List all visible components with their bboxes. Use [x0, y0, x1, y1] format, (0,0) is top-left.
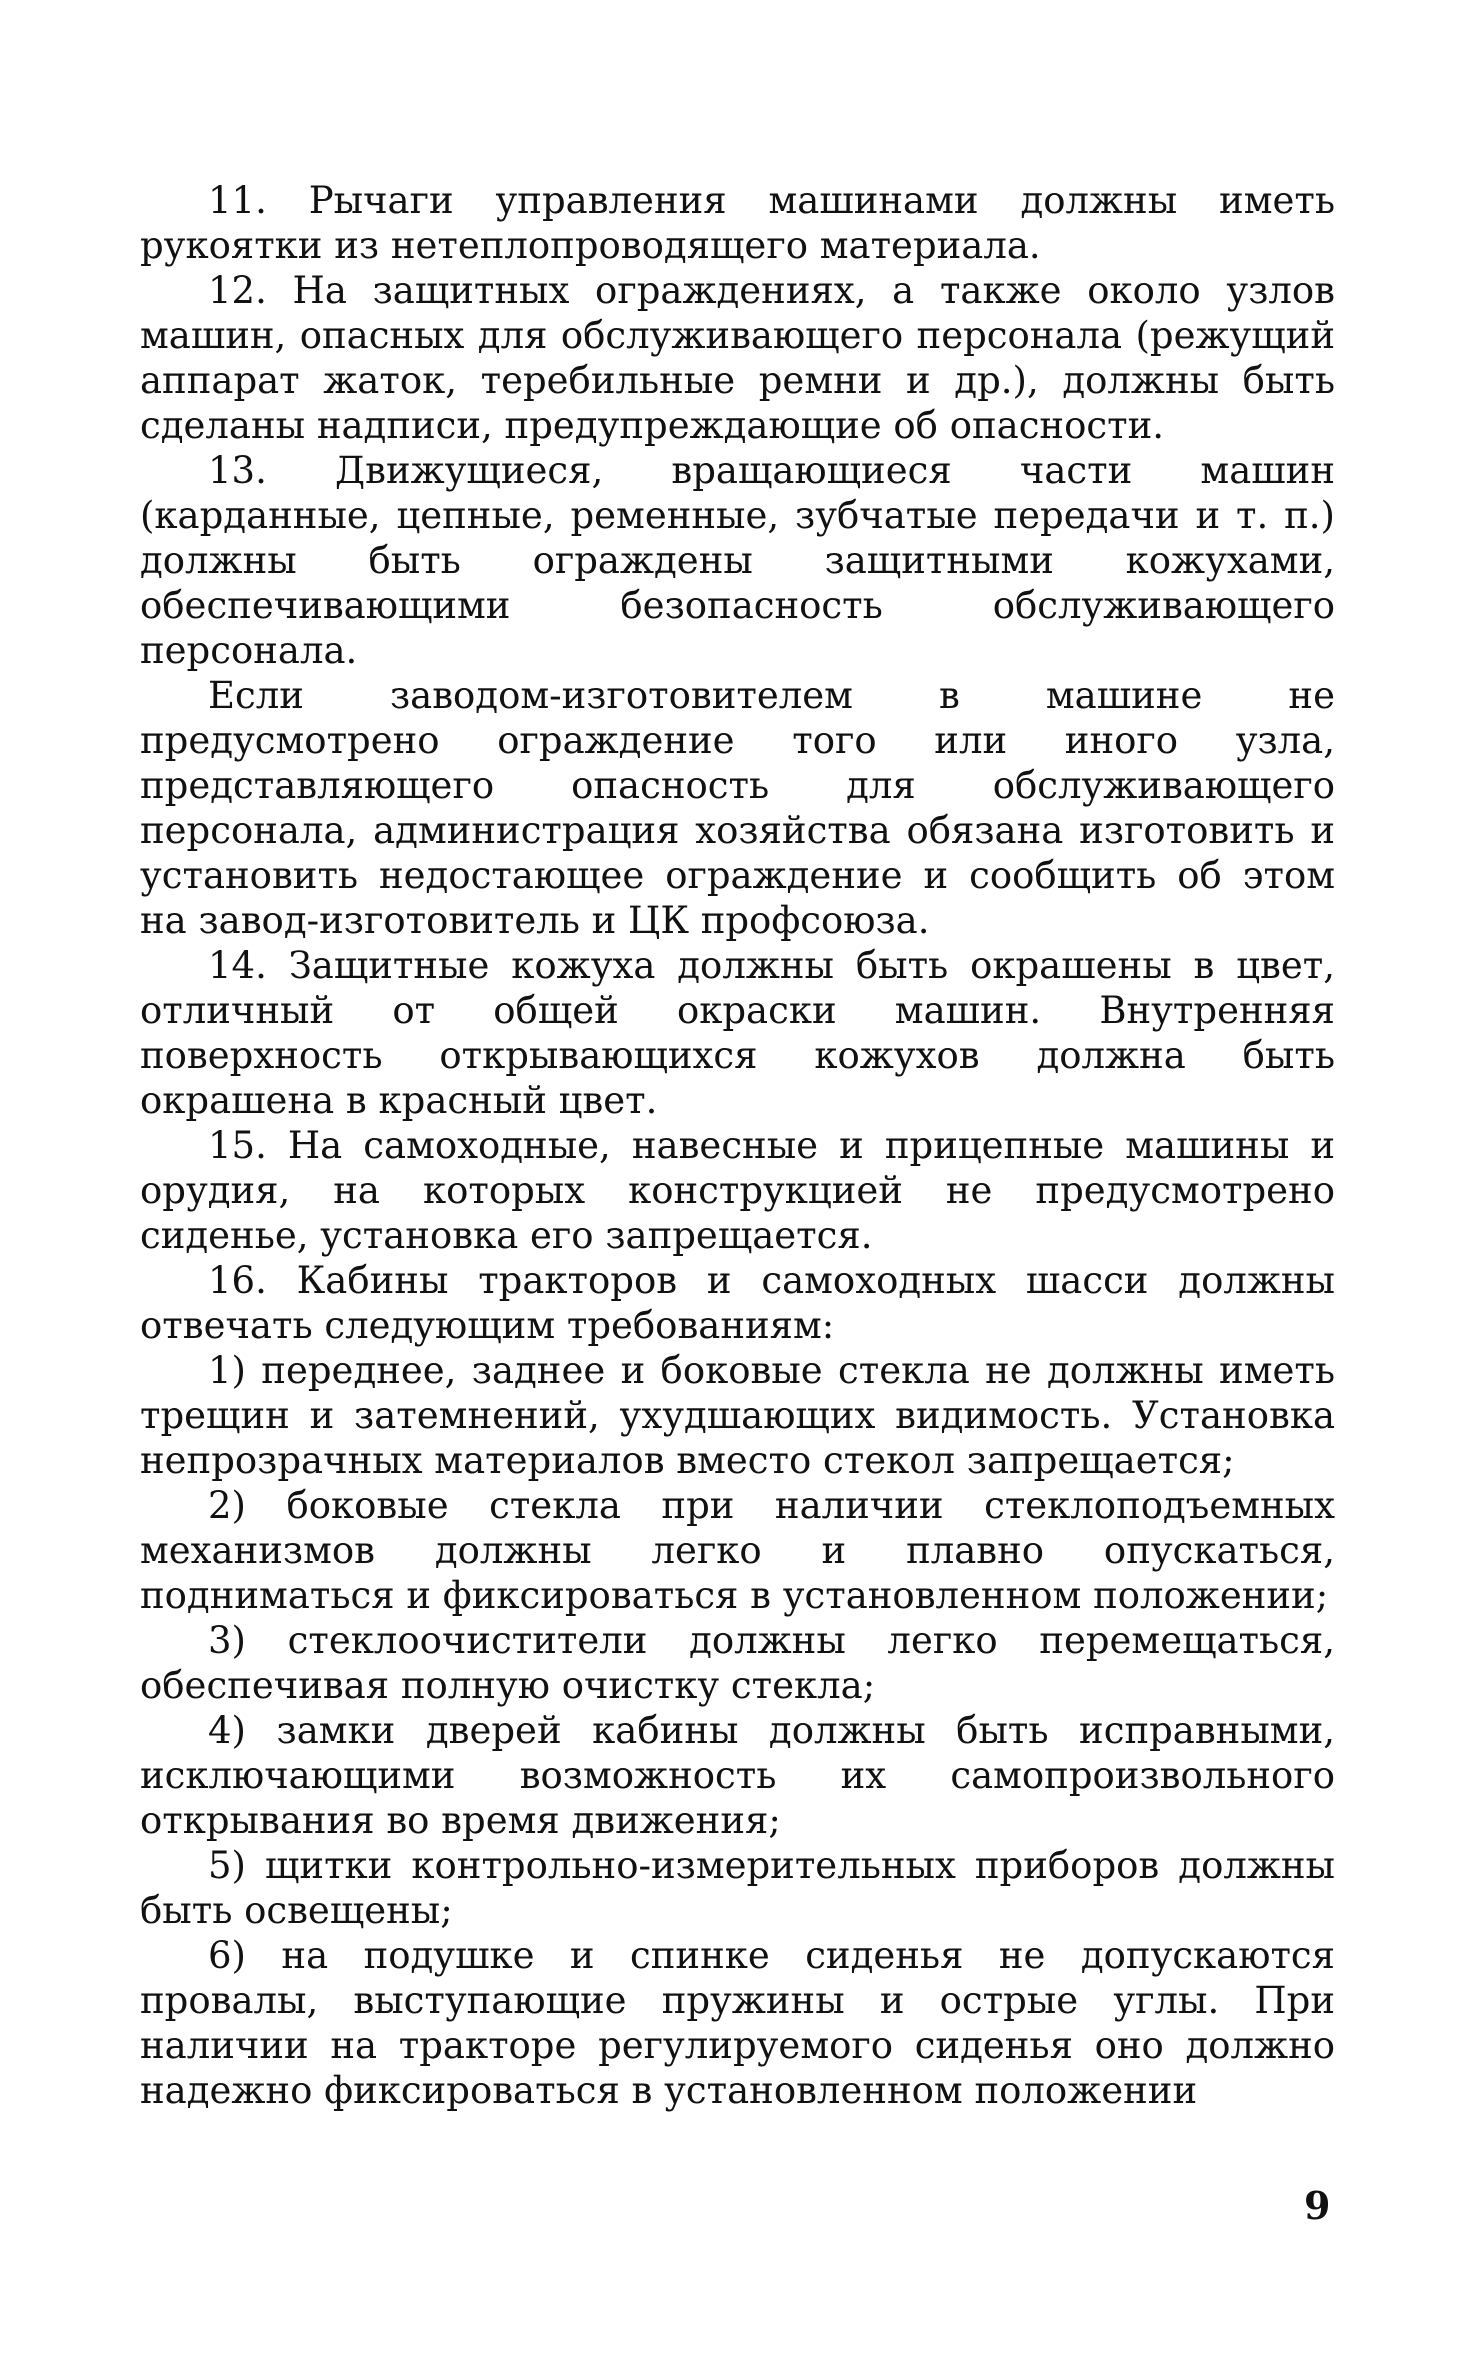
- list-item-1: 1) переднее, заднее и боковые стекла не должны иметь трещин и затемнений, ухудшающих видимость. Установка непрозрачных материалов вместо стекол запрещается;: [140, 1349, 1335, 1482]
- page-body: [140, 178, 1335, 2113]
- paragraph-11: 11. Рычаги управления машинами должны иметь рукоятки из нетеплопроводящего материала.: [140, 179, 1335, 267]
- list-item-5: 5) щитки контрольно-измерительных приборов должны быть освещены;: [140, 1844, 1335, 1932]
- list-item-3: 3) стеклоочистители должны легко перемещаться, обеспечивая полную очистку стекла;: [140, 1619, 1335, 1707]
- paragraph-14: 14. Защитные кожуха должны быть окрашены в цвет, отличный от общей окраски машин. Внутренняя поверхность открывающихся кожухов должна быть окрашена в красный цвет.: [140, 944, 1335, 1122]
- list-item-6: 6) на подушке и спинке сиденья не допускаются провалы, выступающие пружины и острые углы. При наличии на тракторе регулируемого сиденья оно должно надежно фиксироваться в установленном положении: [140, 1934, 1335, 2112]
- list-item-4: 4) замки дверей кабины должны быть исправными, исключающими возможность их самопроизвольного открывания во время движения;: [140, 1709, 1335, 1842]
- paragraph-12: 12. На защитных ограждениях, а также около узлов машин, опасных для обслуживающего персонала (режущий аппарат жаток, теребильные ремни и др.), должны быть сделаны надписи, предупреждающие об опасности.: [140, 269, 1335, 447]
- paragraph-15: 15. На самоходные, навесные и прицепные машины и орудия, на которых конструкцией не предусмотрено сиденье, установка его запрещается.: [140, 1124, 1335, 1257]
- paragraph-16: 16. Кабины тракторов и самоходных шасси должны отвечать следующим требованиям:: [140, 1259, 1335, 1347]
- paragraph-13: 13. Движущиеся, вращающиеся части машин (карданные, цепные, ременные, зубчатые передачи и т. п.) должны быть ограждены защитными кожухами, обеспечивающими безопасность обслуживающего персонала.: [140, 449, 1335, 672]
- page-number: 9: [1304, 2183, 1331, 2228]
- paragraph-13-continued: Если заводом-изготовителем в машине не предусмотрено ограждение того или иного узла, представляющего опасность для обслуживающего персонала, администрация хозяйства обязана изготовить и установить недостающее ограждение и сообщить об этом на завод-изготовитель и ЦК профсоюза.: [140, 674, 1335, 942]
- list-item-2: 2) боковые стекла при наличии стеклоподъемных механизмов должны легко и плавно опускаться, подниматься и фиксироваться в установленном положении;: [140, 1484, 1335, 1617]
